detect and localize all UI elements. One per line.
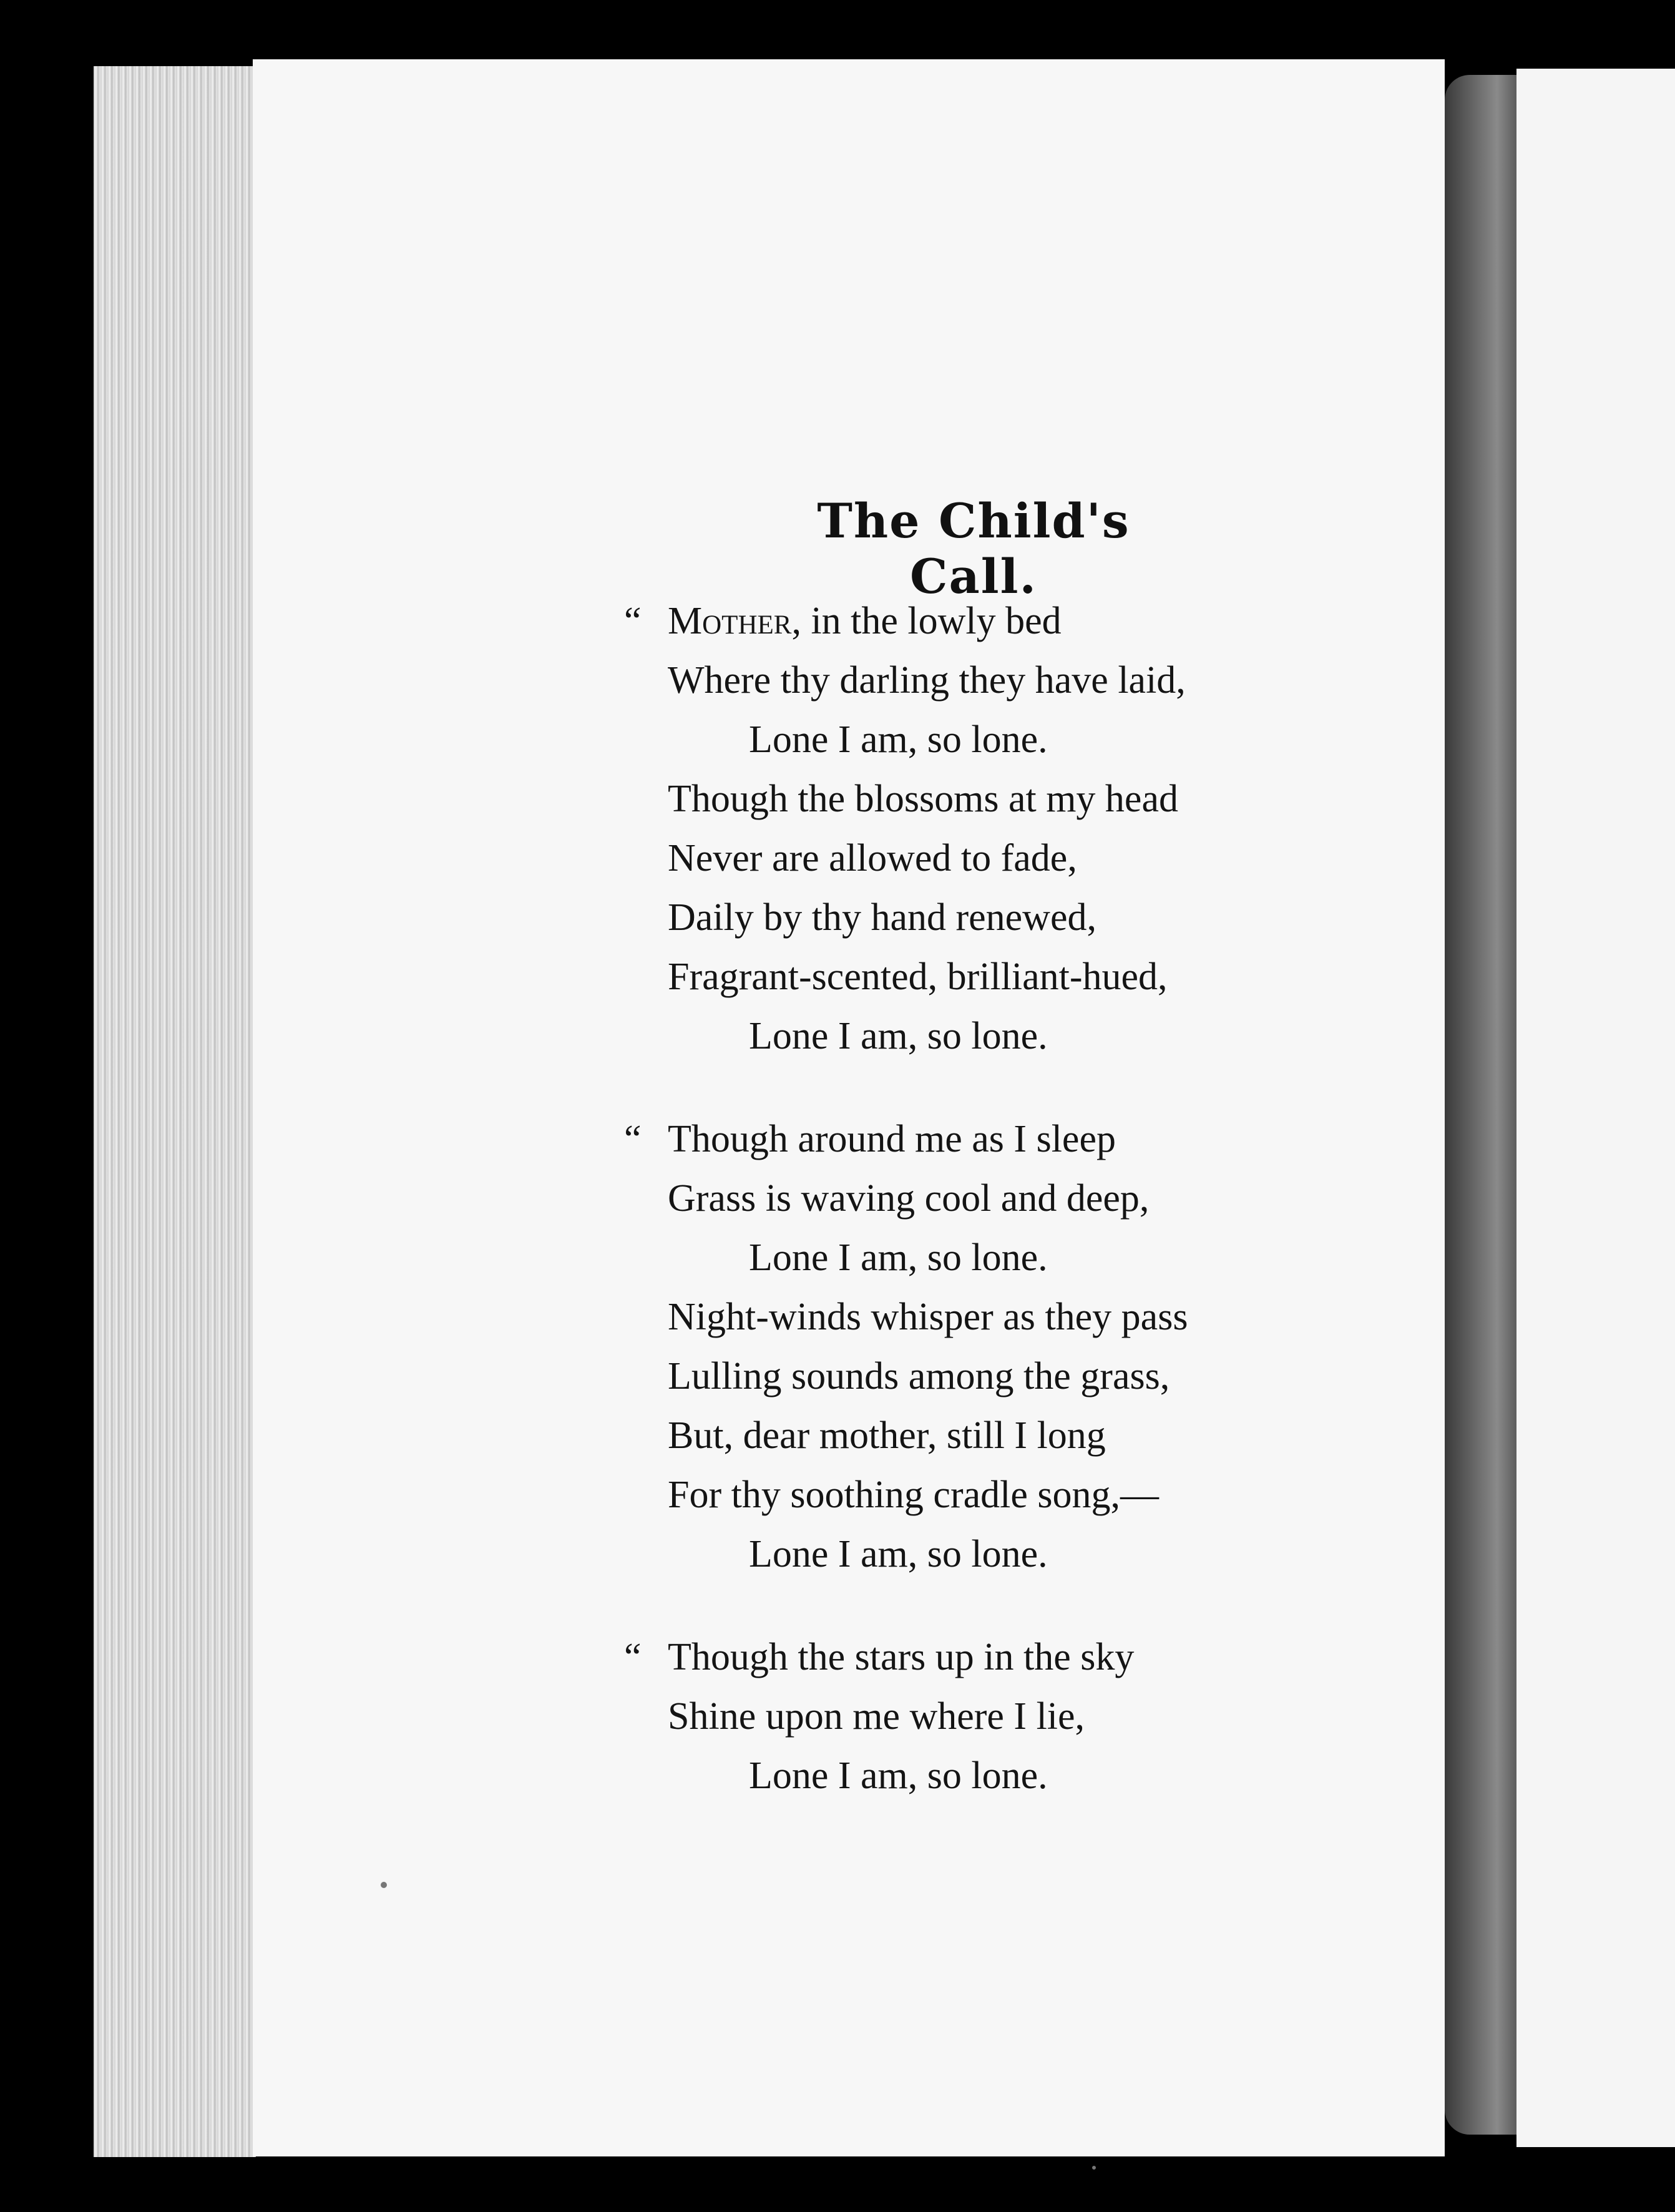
- stanza: [624, 592, 1311, 1066]
- refrain-line: Lone I am, so lone.: [749, 1754, 1048, 1797]
- stanza: [624, 1628, 1311, 1806]
- poem-line: Where thy darling they have laid,: [668, 659, 1186, 702]
- poem-line: But, dear mother, still I long: [668, 1414, 1106, 1457]
- page-edges: [94, 66, 256, 2157]
- ink-speck: [381, 1882, 387, 1888]
- poem-line: Fragrant-scented, brilliant-hued,: [668, 956, 1168, 998]
- poem-body: [624, 592, 1311, 1849]
- poem-line: [624, 592, 1311, 651]
- poem-line: Lulling sounds among the grass,: [668, 1355, 1170, 1397]
- line-text: , in the lowly bed: [791, 600, 1062, 642]
- poem-line: Night-winds whisper as they pass: [668, 1296, 1188, 1338]
- poem-line: [624, 1628, 1311, 1687]
- open-quote: “: [624, 1636, 642, 1678]
- poem-line: Daily by thy hand renewed,: [668, 896, 1096, 939]
- book-gutter: [1445, 75, 1520, 2135]
- refrain-line: Lone I am, so lone.: [749, 1533, 1048, 1575]
- poem-line: Though the blossoms at my head: [668, 778, 1178, 820]
- refrain-line: Lone I am, so lone.: [749, 1015, 1048, 1057]
- open-quote: “: [624, 1118, 642, 1160]
- poem-line: Shine upon me where I lie,: [668, 1695, 1085, 1738]
- smallcaps-word: Mother: [668, 600, 792, 642]
- line-text: Though the stars up in the sky: [668, 1636, 1135, 1678]
- open-quote: “: [624, 600, 642, 642]
- poem-line: Never are allowed to fade,: [668, 837, 1077, 879]
- poem-line: [624, 1110, 1311, 1169]
- ink-speck: [1092, 2166, 1096, 2170]
- line-text: Though around me as I sleep: [668, 1118, 1116, 1160]
- facing-page: [1516, 69, 1675, 2147]
- refrain-line: Lone I am, so lone.: [749, 1236, 1048, 1279]
- refrain-line: Lone I am, so lone.: [749, 718, 1048, 761]
- poem-title: The Child's Call.: [817, 493, 1130, 604]
- poem-line: Grass is waving cool and deep,: [668, 1177, 1150, 1220]
- stanza: [624, 1110, 1311, 1584]
- poem-line: For thy soothing cradle song,—: [668, 1474, 1159, 1516]
